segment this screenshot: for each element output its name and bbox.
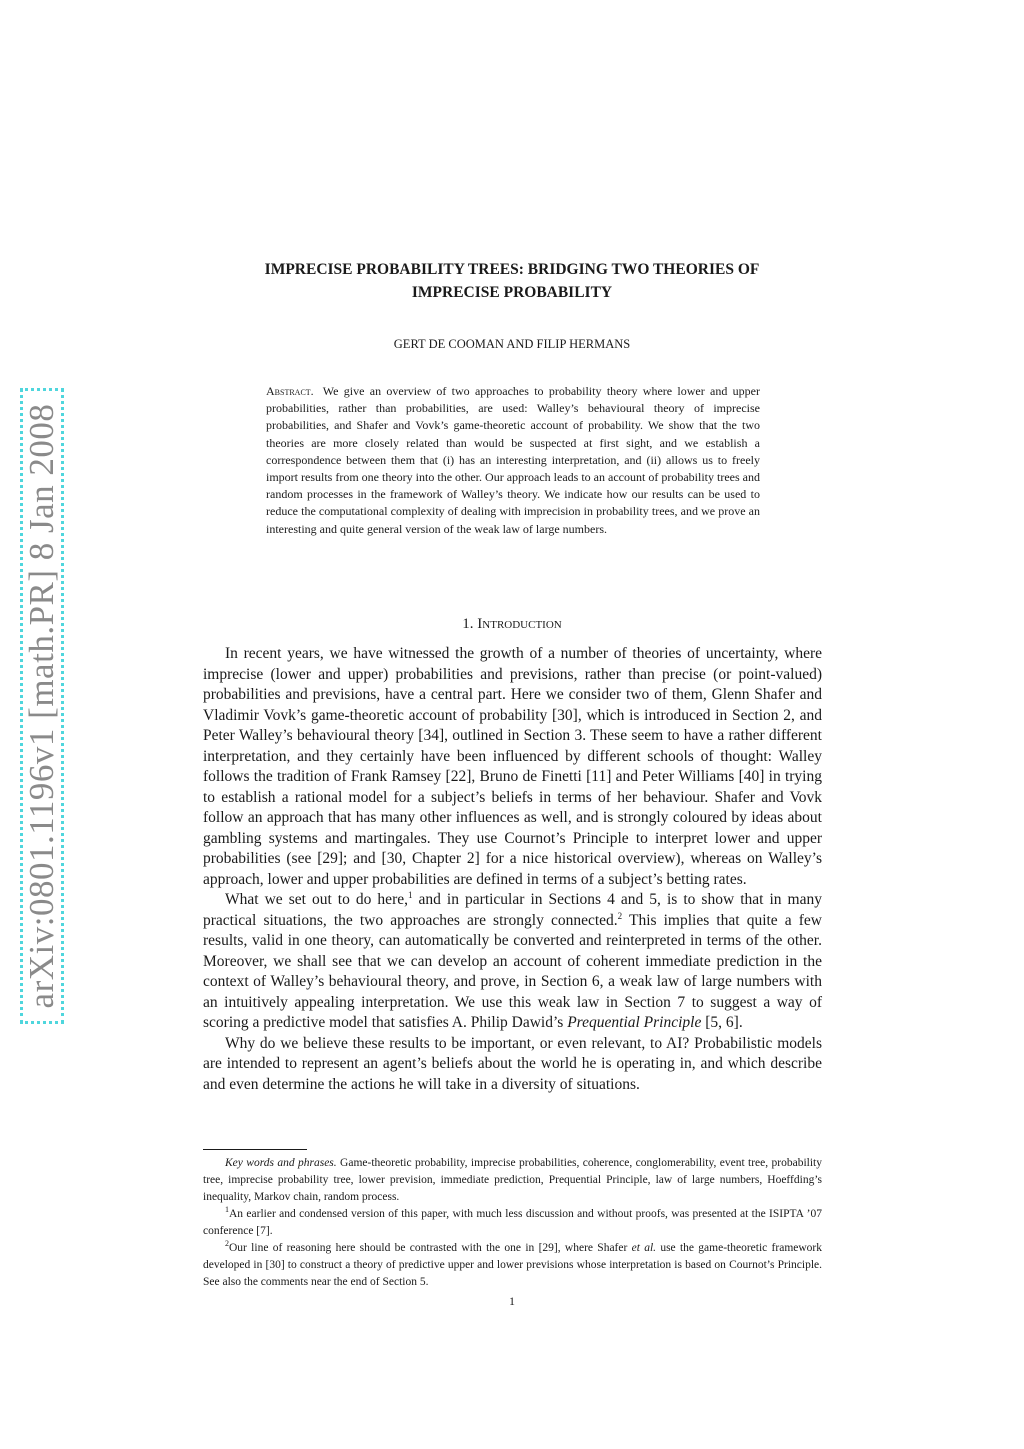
paragraph-2-part-b: and in particular in Sections 4 and 5, is to show that in many practical situations, the two approaches are strongly connected. [203, 891, 822, 929]
section-heading-introduction [180, 614, 844, 634]
introduction-body [203, 644, 822, 1095]
footnote-1 [203, 1206, 822, 1240]
paper-title [180, 258, 844, 304]
footnote-divider [203, 1149, 307, 1150]
abstract-text: We give an overview of two approaches to probability theory where lower and upper probabilities, rather than probabilities, are used: Walley’s behavioural theory of imprecise probabilities, and Shafer and Vovk’s game-theoretic account of probability. We show that the two theories are more closely related than would be suspected at first sight, and we establish a correspondence between them that (i) has an interesting interpretation, and (ii) allows us to freely import results from one theory into the other. Our approach leads to an account of probability trees and random processes in the framework of Walley’s theory. We indicate how our results can be used to reduce the computational complexity of dealing with imprecision in probability trees, and we prove an interesting and quite general version of the weak law of large numbers. [266, 384, 760, 536]
footnote-2-text-b: use the game-theoretic framework developed in [30] to construct a theory of predictive upper and lower previsions whose interpretation is based on Cournot’s Principle. See also the comments near the end of Section 5. [203, 1242, 822, 1288]
prequential-principle-emphasis: Prequential Principle [567, 1014, 702, 1031]
footnote-2-mark: 2 [225, 1239, 229, 1248]
footnote-1-text: An earlier and condensed version of this paper, with much less discussion and without proofs, was presented at the ISIPTA ’07 conference [7]. [203, 1208, 822, 1237]
footnote-ref-2[interactable]: 2 [617, 910, 623, 921]
footnote-1-mark: 1 [225, 1205, 229, 1214]
section-number: 1. [462, 616, 474, 632]
arxiv-identifier: arXiv:0801.1196v1 [math.PR] 8 Jan 2008 [22, 403, 61, 1009]
keywords-label: Key words and phrases. [225, 1157, 337, 1169]
section-title: Introduction [477, 616, 562, 632]
abstract-label: Abstract. [266, 384, 314, 398]
paragraph-3: Why do we believe these results to be important, or even relevant, to AI? Probabilistic models are intended to represent an agent’s beliefs about the world he is operating in, and which describe and even determine the actions he will take in a diversity of situations. [203, 1034, 822, 1093]
footnote-2 [203, 1240, 822, 1291]
paragraph-2 [203, 890, 822, 1034]
keywords-text: Game-theoretic probability, imprecise probabilities, coherence, conglomerability, event tree, probability tree, imprecise probability tree, lower prevision, immediate prediction, Prequential Principle, law of large numbers, Hoeffding’s inequality, Markov chain, random process. [203, 1157, 822, 1203]
paper-title-line-1: IMPRECISE PROBABILITY TREES: BRIDGING TWO THEORIES OF [264, 261, 760, 278]
paragraph-2-part-c: This implies that quite a few results, valid in one theory, can automatically be converted and reinterpreted in terms of the other. Moreover, we shall see that we can develop an account of coherent immediate prediction in the context of Walley’s behavioural theory, and prove, in Section 6, a weak law of large numbers with an intuitively appealing interpretation. We use this weak law in Section 7 to suggest a way of scoring a predictive model that satisfies A. Philip Dawid’s [203, 911, 822, 1031]
footnote-2-text-a: Our line of reasoning here should be contrasted with the one in [29], where Shafer [229, 1242, 632, 1254]
keywords-footnote [203, 1155, 822, 1206]
paper-title-line-2: IMPRECISE PROBABILITY [411, 284, 613, 301]
paragraph-2-part-a: What we set out to do here, [225, 891, 408, 908]
abstract [266, 383, 760, 538]
paper-authors: GERT DE COOMAN AND FILIP HERMANS [393, 337, 631, 351]
page-number: 1 [509, 1294, 515, 1308]
footnote-2-et-al: et al. [631, 1242, 657, 1254]
arxiv-stamp [20, 388, 64, 1024]
paragraph-1: In recent years, we have witnessed the growth of a number of theories of uncertainty, where imprecise (lower and upper) probabilities and previsions, rather than precise (or point-valued) probabilities and previsions, have a central part. Here we consider two of them, Glenn Shafer and Vladimir Vovk’s game-theoretic account of probability [30], which is introduced in Section 2, and Peter Walley’s behavioural theory [34], outlined in Section 3. These seem to have a rather different interpretation, and they certainly have been influenced by different schools of thought: Walley follows the tradition of Frank Ramsey [22], Bruno de Finetti [11] and Peter Williams [40] in trying to establish a rational model for a subject’s beliefs in terms of her behaviour. Shafer and Vovk follow an approach that has many other influences as well, and is strongly coloured by ideas about gambling systems and martingales. They use Cournot’s Principle to interpret lower and upper probabilities (see [29]; and [30, Chapter 2] for a nice historical overview), whereas on Walley’s approach, lower and upper probabilities are defined in terms of a subject’s betting rates. [203, 645, 822, 888]
footnote-ref-1[interactable]: 1 [407, 890, 413, 900]
footnotes [203, 1155, 822, 1291]
paragraph-2-part-d: [5, 6]. [701, 1014, 743, 1031]
